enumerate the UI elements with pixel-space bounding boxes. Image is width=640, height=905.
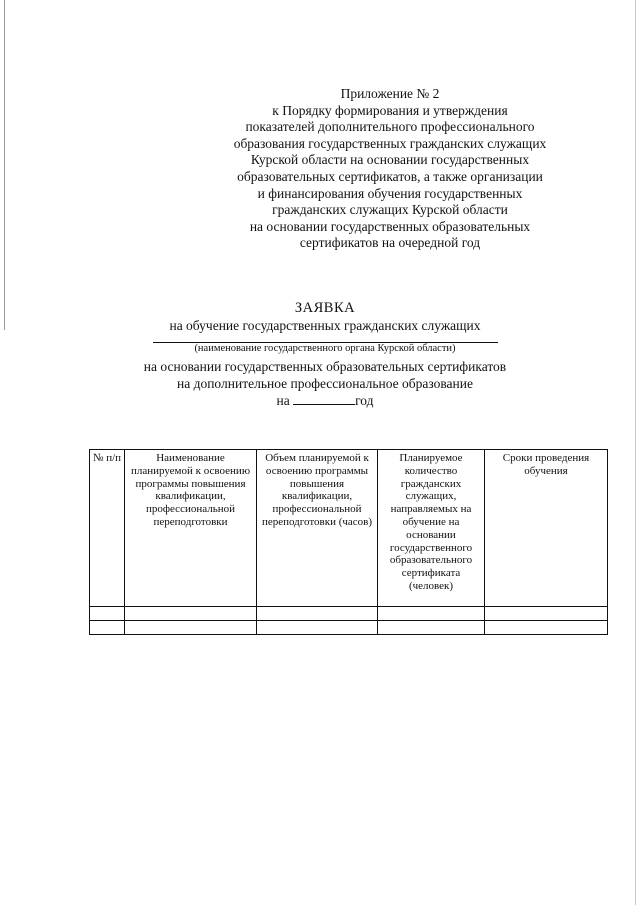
table-cell[interactable] — [125, 621, 257, 635]
appendix-line: к Порядку формирования и утверждения — [272, 102, 508, 118]
table-cell[interactable] — [485, 607, 608, 621]
column-header-program-volume: Объем планируемой к освоению программы повышения квалификации, профессиональной переподготовки (часов) — [257, 450, 378, 607]
year-line — [60, 392, 590, 410]
table-header-row — [90, 450, 608, 607]
column-header-number: № п/п — [90, 450, 125, 607]
form-title: ЗАЯВКА — [294, 300, 356, 316]
table-cell[interactable] — [378, 607, 485, 621]
application-table — [89, 449, 608, 635]
table-row — [90, 607, 608, 621]
column-header-program-name: Наименование планируемой к освоению программы повышения квалификации, профессиональной переподготовки — [125, 450, 257, 607]
year-field[interactable] — [293, 392, 355, 405]
year-prefix: на — [276, 393, 290, 409]
appendix-line: гражданских служащих Курской области — [272, 202, 508, 218]
form-subtitle: на обучение государственных гражданских служащих — [169, 317, 481, 333]
table-cell[interactable] — [378, 621, 485, 635]
basis-line-1: на основании государственных образовательных сертификатов — [143, 359, 507, 375]
appendix-line: и финансирования обучения государственных — [257, 185, 523, 201]
table-cell[interactable] — [257, 621, 378, 635]
appendix-line: образовательных сертификатов, а также организации — [237, 168, 543, 184]
appendix-line: Курской области на основании государственных — [250, 152, 530, 168]
table-row — [90, 621, 608, 635]
table-cell[interactable] — [485, 621, 608, 635]
basis-line-2: на дополнительное профессиональное образование — [177, 375, 473, 391]
year-suffix: год — [355, 393, 374, 409]
appendix-line: сертификатов на очередной год — [299, 235, 481, 251]
appendix-heading — [190, 86, 590, 252]
form-title-block — [60, 300, 590, 410]
org-name-caption: (наименование государственного органа Курской области) — [194, 343, 456, 355]
table-cell[interactable] — [257, 607, 378, 621]
table-cell[interactable] — [90, 621, 125, 635]
table-cell[interactable] — [125, 607, 257, 621]
scan-edge-left — [4, 0, 5, 330]
table-cell[interactable] — [90, 607, 125, 621]
appendix-line: Приложение № 2 — [340, 86, 440, 101]
appendix-line: на основании государственных образовательных — [249, 218, 531, 234]
appendix-line: показателей дополнительного профессионального — [245, 119, 535, 135]
appendix-line: образования государственных гражданских служащих — [233, 135, 547, 151]
scan-edge-right — [635, 0, 636, 905]
column-header-training-dates: Сроки проведения обучения — [485, 450, 608, 607]
column-header-employee-count: Планируемое количество гражданских служащих, направляемых на обучение на основании государственного образовательного сертификата (человек) — [378, 450, 485, 607]
